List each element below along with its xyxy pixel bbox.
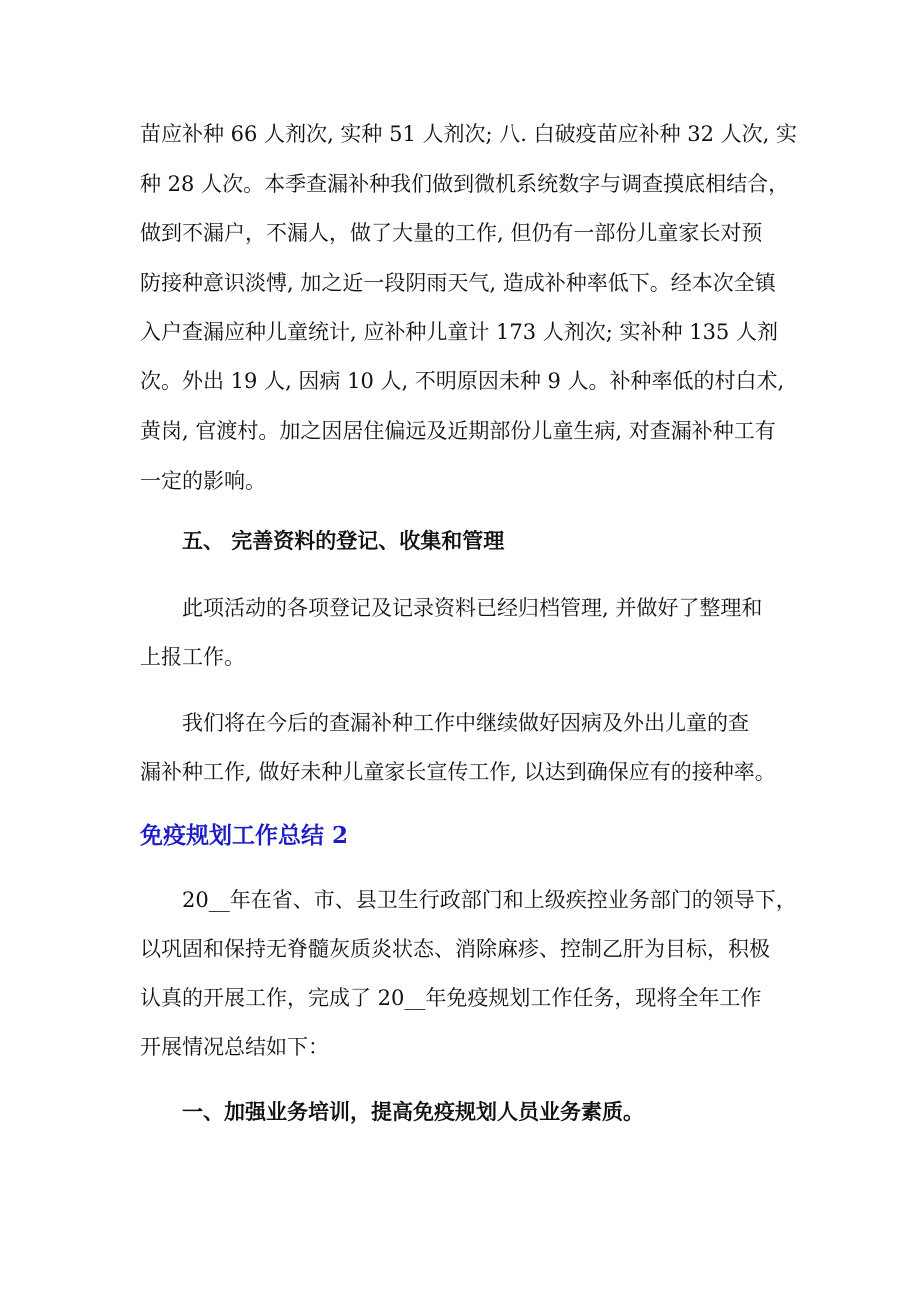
section-heading-1: 一、加强业务培训，提高免疫规划人员业务素质。 xyxy=(182,1099,644,1124)
text-line: 苗应补种 66 人剂次, 实种 51 人剂次; 八. 白破疫苗应补种 32 人次, 实 xyxy=(140,122,798,146)
text-line: 漏补种工作, 做好未种儿童家长宣传工作, 以达到确保应有的接种率。 xyxy=(140,760,776,784)
text-line: 一定的影响。 xyxy=(140,469,266,493)
text-line: 做到不漏户，不漏人，做了大量的工作, 但仍有一部份儿童家长对预 xyxy=(140,221,763,245)
text-line: 入户查漏应种儿童统计, 应补种儿童计 173 人剂次; 实补种 135 人剂 xyxy=(140,320,778,344)
text-line: 上报工作。 xyxy=(140,645,245,669)
text-line: 此项活动的各项登记及记录资料已经归档管理, 并做好了整理和 xyxy=(182,596,763,620)
text-line: 20__年在省、市、县卫生行政部门和上级疾控业务部门的领导下， xyxy=(182,888,797,912)
section-heading-5: 五、 完善资料的登记、收集和管理 xyxy=(182,528,505,553)
text-line: 开展情况总结如下： xyxy=(140,1035,329,1059)
article-title: 免疫规划工作总结 2 xyxy=(140,822,349,849)
text-line: 以巩固和保持无脊髓灰质炎状态、消除麻疹、控制乙肝为目标，积极 xyxy=(140,937,770,961)
text-line: 黄岗, 官渡村。加之因居住偏远及近期部份儿童生病, 对查漏补种工有 xyxy=(140,419,776,443)
text-line: 认真的开展工作，完成了 20__年免疫规划工作任务，现将全年工作 xyxy=(140,986,762,1010)
text-line: 防接种意识淡愽, 加之近一段阴雨天气, 造成补种率低下。经本次全镇 xyxy=(140,271,776,295)
text-line: 种 28 人次。本季查漏补种我们做到微机系统数字与调查摸底相结合， xyxy=(140,172,790,196)
text-line: 我们将在今后的查漏补种工作中继续做好因病及外出儿童的查 xyxy=(182,711,749,735)
text-line: 次。外出 19 人, 因病 10 人, 不明原因未种 9 人。补种率低的村白术, xyxy=(140,369,785,393)
